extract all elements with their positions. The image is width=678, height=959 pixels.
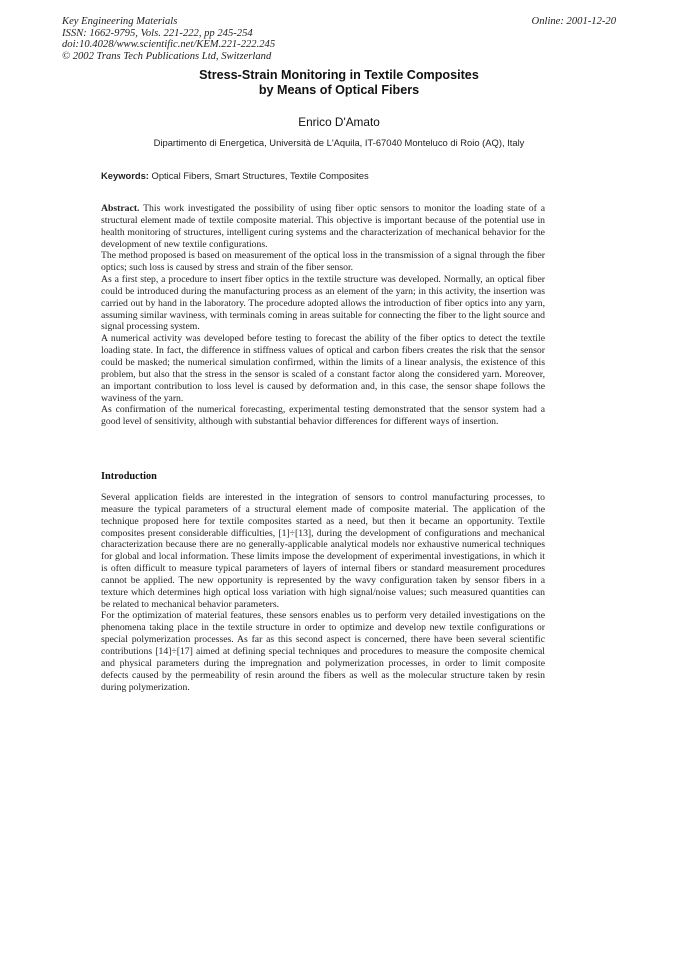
copyright-line: © 2002 Trans Tech Publications Ltd, Switzerland: [62, 50, 272, 62]
abstract-label: Abstract.: [101, 203, 140, 214]
introduction-paragraph: Several application fields are interested in the integration of sensors to control manufacturing processes, to measure the typical parameters of a structural element made of composite material. The application of the technique proposed here for textile composites started as a need, but then it became an opportunity. Textile composites present considerable difficulties, [1]÷[13], during the development of configurations and mechanical characterization because there are no generally-applicable analytical models nor exhaustive numerical techniques for global and local information. These limits impose the development of experimental investigations, in which it is often difficult to measure typical parameters of layers of internal fibers or standard measurement procedures cannot be applied. The new opportunity is represented by the wavy configuration taken by sensor fibers in a texture which determines high optical loss variation with high signal/noise values; such measured quantities can be related to mechanical behavior parameters.: [101, 492, 545, 610]
keywords-line: [101, 170, 369, 181]
keywords-text: Optical Fibers, Smart Structures, Textile Composites: [151, 170, 369, 181]
keywords-label: Keywords:: [101, 170, 149, 181]
abstract-paragraph: The method proposed is based on measurement of the optical loss in the transmission of a signal through the fiber optics; such loss is caused by stress and strain of the fiber sensor.: [101, 250, 545, 274]
issn-line: ISSN: 1662-9795, Vols. 221-222, pp 245-254: [62, 27, 253, 39]
introduction-section: [101, 492, 545, 693]
online-date: Online: 2001-12-20: [531, 16, 616, 27]
title-line-2: by Means of Optical Fibers: [258, 83, 420, 97]
introduction-heading: Introduction: [101, 471, 157, 482]
author-affiliation: Dipartimento di Energetica, Università de L'Aquila, IT-67040 Monteluco di Roio (AQ), Italy: [153, 137, 525, 148]
title-line-1: Stress-Strain Monitoring in Textile Composites: [199, 68, 479, 82]
doi-link[interactable]: doi:10.4028/www.scientific.net/KEM.221-222.245: [62, 39, 276, 50]
introduction-paragraph: For the optimization of material features, these sensors enables us to perform very detailed investigations on the phenomena taking place in the textile structure in order to optimize and develop new textile configurations or special polymerization processes. As far as this second aspect is concerned, there have been several scientific contributions [14]÷[17] aimed at defining special techniques and procedures to measure the composite chemical and physical parameters during the impregnation and polymerization processes, in order to limit composite defects caused by the permeability of resin around the fibers as well as the molecular structure taken by resin during polymerization.: [101, 610, 545, 693]
author-name: Enrico D'Amato: [298, 115, 380, 129]
paper-title: [0, 68, 678, 98]
abstract-p1: This work investigated the possibility of using fiber optic sensors to monitor the loading state of a structural element made of textile composite material. This objective is important because of the potential use in health monitoring of structures, intelligent curing systems and the characterization of mechanical behavior for the development of new textile configurations.: [101, 203, 545, 250]
journal-name: Key Engineering Materials: [62, 16, 178, 27]
abstract-paragraph: As a first step, a procedure to insert fiber optics in the textile structure was developed. Normally, an optical fiber could be introduced during the manufacturing process as an element of the yarn; in this activity, the insertion was carried out by hand in the laboratory. The procedure adopted allows the introduction of fiber optics into any yarn, assuming similar waviness, with terminals coming in areas suitable for connecting the fiber to the light source and signal processing system.: [101, 274, 545, 333]
abstract-section: [101, 203, 545, 428]
abstract-paragraph: As confirmation of the numerical forecasting, experimental testing demonstrated that the sensor system had a good level of sensitivity, although with substantial behavior differences for different ways of insertion.: [101, 404, 545, 428]
publication-info: [62, 16, 275, 62]
abstract-paragraph: [101, 203, 545, 250]
abstract-paragraph: A numerical activity was developed before testing to forecast the ability of the fiber optics to detect the textile loading state. In fact, the difference in stiffness values of optical and carbon fibers creates the risk that the sensor could be masked; the numerical simulation confirmed, within the limits of a linear analysis, the existence of this problem, but also that the stress in the sensor is scaled of a constant factor along the considered yarn. Moreover, an important contribution to loss level is caused by deformation and, in this case, the sensor shape follows the waviness of the yarn.: [101, 333, 545, 404]
